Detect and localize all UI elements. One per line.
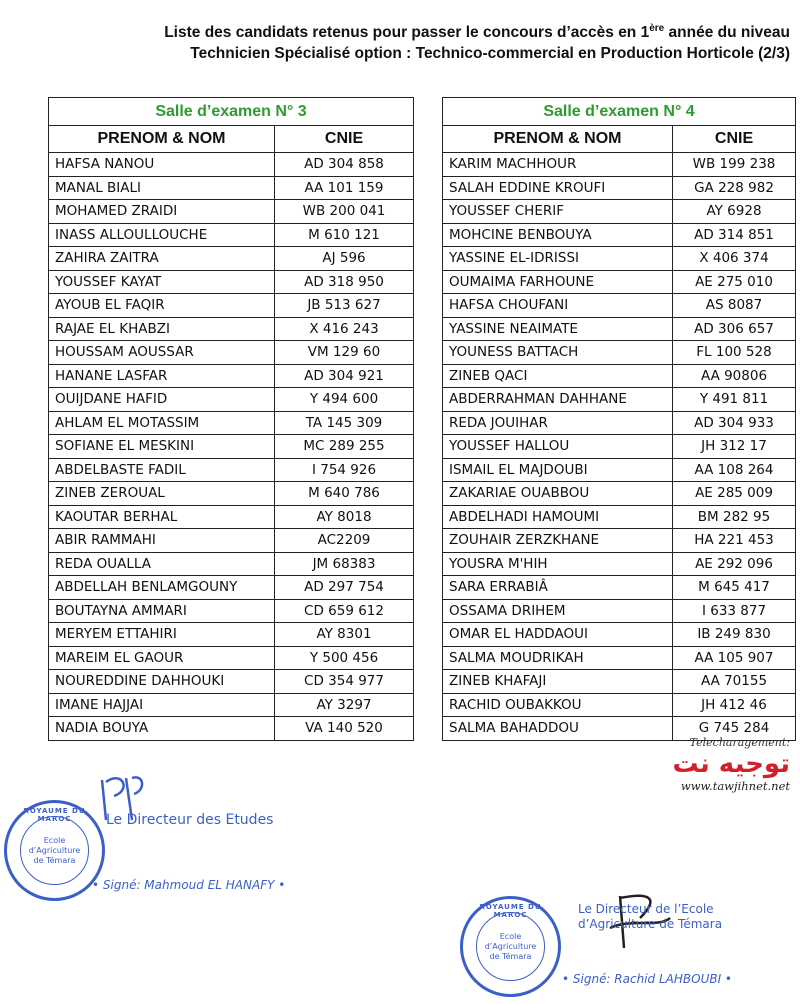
stamp-inner-ring: Ecole d’Agriculture de Témara xyxy=(476,912,545,981)
table-row xyxy=(49,529,414,553)
table-row xyxy=(49,717,414,741)
candidate-name: MOHCINE BENBOUYA xyxy=(443,223,673,247)
candidate-cnie: AY 8301 xyxy=(275,623,414,647)
table-row xyxy=(49,458,414,482)
table-row xyxy=(49,411,414,435)
table-row xyxy=(443,623,796,647)
candidate-name: HOUSSAM AOUSSAR xyxy=(49,341,275,365)
candidate-cnie: Y 500 456 xyxy=(275,646,414,670)
candidate-cnie: AD 297 754 xyxy=(275,576,414,600)
header-line-2: Technicien Spécialisé option : Technico-commercial en Production Horticole (2/3) xyxy=(190,45,790,63)
salle-4-title: Salle d’examen N° 4 xyxy=(443,98,796,126)
table-row xyxy=(443,576,796,600)
table-row xyxy=(49,223,414,247)
candidate-name: MANAL BIALI xyxy=(49,176,275,200)
candidate-cnie: AE 275 010 xyxy=(673,270,796,294)
table-row xyxy=(443,599,796,623)
candidate-cnie: X 406 374 xyxy=(673,247,796,271)
salle-4-rows xyxy=(443,153,796,741)
candidate-cnie: VA 140 520 xyxy=(275,717,414,741)
candidate-cnie: I 633 877 xyxy=(673,599,796,623)
candidate-cnie: BM 282 95 xyxy=(673,505,796,529)
table-row xyxy=(49,247,414,271)
table-row xyxy=(49,599,414,623)
candidate-name: HANANE LASFAR xyxy=(49,364,275,388)
table-row xyxy=(49,623,414,647)
candidate-cnie: Y 491 811 xyxy=(673,388,796,412)
candidate-name: ZAHIRA ZAITRA xyxy=(49,247,275,271)
table-row xyxy=(443,176,796,200)
school-director-signed: • Signé: Rachid LAHBOUBI • xyxy=(562,972,733,986)
candidate-cnie: AY 8018 xyxy=(275,505,414,529)
candidate-name: YOUSSEF HALLOU xyxy=(443,435,673,459)
table-row xyxy=(49,670,414,694)
table-row xyxy=(443,552,796,576)
candidate-cnie: AD 318 950 xyxy=(275,270,414,294)
table-row xyxy=(443,458,796,482)
document-header xyxy=(60,18,790,64)
candidate-name: RAJAE EL KHABZI xyxy=(49,317,275,341)
candidate-name: IMANE HAJJAI xyxy=(49,693,275,717)
watermark-url: www.tawjihnet.net xyxy=(680,779,790,793)
salle-3-name-header: PRENOM & NOM xyxy=(49,126,275,153)
candidate-name: SOFIANE EL MESKINI xyxy=(49,435,275,459)
candidate-name: ABDELLAH BENLAMGOUNY xyxy=(49,576,275,600)
candidate-name: ABDELHADI HAMOUMI xyxy=(443,505,673,529)
table-row xyxy=(443,693,796,717)
candidate-cnie: MC 289 255 xyxy=(275,435,414,459)
candidate-name: YASSINE NEAIMATE xyxy=(443,317,673,341)
candidate-name: ZINEB ZEROUAL xyxy=(49,482,275,506)
candidate-cnie: I 754 926 xyxy=(275,458,414,482)
salle-3-cnie-header: CNIE xyxy=(275,126,414,153)
table-row xyxy=(443,200,796,224)
stamp-top-text: ROYAUME DU MAROC xyxy=(23,807,86,823)
table-row xyxy=(443,435,796,459)
candidate-cnie: AA 105 907 xyxy=(673,646,796,670)
candidate-name: RACHID OUBAKKOU xyxy=(443,693,673,717)
table-row xyxy=(443,411,796,435)
table-row xyxy=(49,693,414,717)
candidate-name: YOUSSEF CHERIF xyxy=(443,200,673,224)
candidate-name: ZOUHAIR ZERZKHANE xyxy=(443,529,673,553)
candidate-name: OMAR EL HADDAOUI xyxy=(443,623,673,647)
candidate-cnie: M 610 121 xyxy=(275,223,414,247)
candidate-cnie: AY 3297 xyxy=(275,693,414,717)
table-row xyxy=(443,670,796,694)
candidate-name: AHLAM EL MOTASSIM xyxy=(49,411,275,435)
director-studies-signed: • Signé: Mahmoud EL HANAFY • xyxy=(92,878,286,892)
candidate-cnie: TA 145 309 xyxy=(275,411,414,435)
candidate-cnie: X 416 243 xyxy=(275,317,414,341)
table-row xyxy=(443,294,796,318)
candidate-cnie: FL 100 528 xyxy=(673,341,796,365)
candidate-name: KAOUTAR BERHAL xyxy=(49,505,275,529)
candidate-name: BOUTAYNA AMMARI xyxy=(49,599,275,623)
candidate-name: ABIR RAMMAHI xyxy=(49,529,275,553)
candidate-cnie: GA 228 982 xyxy=(673,176,796,200)
candidate-name: ZINEB KHAFAJI xyxy=(443,670,673,694)
candidate-cnie: AA 70155 xyxy=(673,670,796,694)
table-row xyxy=(443,646,796,670)
candidate-name: YOUSSEF KAYAT xyxy=(49,270,275,294)
candidate-cnie: AA 108 264 xyxy=(673,458,796,482)
stamp-inner-ring: Ecole d’Agriculture de Témara xyxy=(20,816,89,885)
table-row xyxy=(49,317,414,341)
candidate-cnie: AC2209 xyxy=(275,529,414,553)
table-row xyxy=(49,153,414,177)
candidate-cnie: AD 306 657 xyxy=(673,317,796,341)
candidate-name: ABDELBASTE FADIL xyxy=(49,458,275,482)
table-row xyxy=(49,482,414,506)
candidate-cnie: M 640 786 xyxy=(275,482,414,506)
candidate-name: SARA ERRABIÂ xyxy=(443,576,673,600)
candidate-name: ABDERRAHMAN DAHHANE xyxy=(443,388,673,412)
candidate-cnie: VM 129 60 xyxy=(275,341,414,365)
salle-4-table xyxy=(442,97,796,741)
candidate-name: YOUSRA M'HIH xyxy=(443,552,673,576)
candidate-cnie: AY 6928 xyxy=(673,200,796,224)
candidate-cnie: CD 659 612 xyxy=(275,599,414,623)
candidate-name: SALAH EDDINE KROUFI xyxy=(443,176,673,200)
table-row xyxy=(443,341,796,365)
candidate-cnie: AD 304 858 xyxy=(275,153,414,177)
candidate-name: INASS ALLOULLOUCHE xyxy=(49,223,275,247)
header-superscript: ère xyxy=(649,23,665,34)
table-row xyxy=(49,294,414,318)
candidate-name: ZINEB QACI xyxy=(443,364,673,388)
candidate-cnie: WB 199 238 xyxy=(673,153,796,177)
table-row xyxy=(443,505,796,529)
tawjihnet-logo: توجيه نت xyxy=(672,749,790,779)
candidate-cnie: AS 8087 xyxy=(673,294,796,318)
candidate-name: YASSINE EL-IDRISSI xyxy=(443,247,673,271)
candidate-cnie: AA 101 159 xyxy=(275,176,414,200)
table-row xyxy=(443,388,796,412)
candidate-name: REDA JOUIHAR xyxy=(443,411,673,435)
candidate-name: OUIJDANE HAFID xyxy=(49,388,275,412)
header-line-1: Liste des candidats retenus pour passer le concours d’accès en 1ère année du niveau xyxy=(164,23,790,42)
table-row xyxy=(443,270,796,294)
candidate-cnie: JH 412 46 xyxy=(673,693,796,717)
candidate-name: MOHAMED ZRAIDI xyxy=(49,200,275,224)
candidate-cnie: HA 221 453 xyxy=(673,529,796,553)
table-row xyxy=(49,388,414,412)
candidate-name: YOUNESS BATTACH xyxy=(443,341,673,365)
school-stamp-right xyxy=(460,896,561,997)
candidate-name: ISMAIL EL MAJDOUBI xyxy=(443,458,673,482)
school-stamp-left xyxy=(4,800,105,901)
candidate-name: OSSAMA DRIHEM xyxy=(443,599,673,623)
candidate-name: MAREIM EL GAOUR xyxy=(49,646,275,670)
candidate-cnie: Y 494 600 xyxy=(275,388,414,412)
table-row xyxy=(443,153,796,177)
table-row xyxy=(49,552,414,576)
candidate-cnie: JB 513 627 xyxy=(275,294,414,318)
table-row xyxy=(49,435,414,459)
candidate-name: NADIA BOUYA xyxy=(49,717,275,741)
table-row xyxy=(443,529,796,553)
candidate-name: AYOUB EL FAQIR xyxy=(49,294,275,318)
candidate-name: MERYEM ETTAHIRI xyxy=(49,623,275,647)
candidate-cnie: AE 292 096 xyxy=(673,552,796,576)
candidate-name: NOUREDDINE DAHHOUKI xyxy=(49,670,275,694)
table-row xyxy=(443,247,796,271)
stamp-top-text: ROYAUME DU MAROC xyxy=(479,903,542,919)
school-director-title: Le Directeur de l’Ecole d’Agriculture de Témara xyxy=(578,902,723,931)
candidate-cnie: G 745 284 xyxy=(673,717,796,741)
table-row xyxy=(49,200,414,224)
candidate-cnie: JH 312 17 xyxy=(673,435,796,459)
table-row xyxy=(443,223,796,247)
candidate-cnie: AA 90806 xyxy=(673,364,796,388)
candidate-name: OUMAIMA FARHOUNE xyxy=(443,270,673,294)
candidate-cnie: AJ 596 xyxy=(275,247,414,271)
candidate-cnie: CD 354 977 xyxy=(275,670,414,694)
salle-3-table xyxy=(48,97,414,741)
candidate-name: SALMA MOUDRIKAH xyxy=(443,646,673,670)
candidate-name: KARIM MACHHOUR xyxy=(443,153,673,177)
candidate-cnie: JM 68383 xyxy=(275,552,414,576)
table-row xyxy=(49,505,414,529)
candidate-name: SALMA BAHADDOU xyxy=(443,717,673,741)
table-row xyxy=(49,576,414,600)
candidate-cnie: WB 200 041 xyxy=(275,200,414,224)
table-row xyxy=(443,482,796,506)
candidate-name: HAFSA CHOUFANI xyxy=(443,294,673,318)
candidate-cnie: M 645 417 xyxy=(673,576,796,600)
table-row xyxy=(443,364,796,388)
candidate-cnie: AD 304 921 xyxy=(275,364,414,388)
salle-3-rows xyxy=(49,153,414,741)
candidate-name: REDA OUALLA xyxy=(49,552,275,576)
salle-4-name-header: PRENOM & NOM xyxy=(443,126,673,153)
watermark-label: Telecharagement: xyxy=(689,736,790,749)
table-row xyxy=(49,364,414,388)
candidate-cnie: AD 314 851 xyxy=(673,223,796,247)
salle-4-cnie-header: CNIE xyxy=(673,126,796,153)
table-row xyxy=(49,341,414,365)
candidate-cnie: IB 249 830 xyxy=(673,623,796,647)
candidate-name: ZAKARIAE OUABBOU xyxy=(443,482,673,506)
director-studies-title: Le Directeur des Etudes xyxy=(106,812,274,828)
candidate-cnie: AD 304 933 xyxy=(673,411,796,435)
candidate-cnie: AE 285 009 xyxy=(673,482,796,506)
table-row xyxy=(49,270,414,294)
table-row xyxy=(49,646,414,670)
table-row xyxy=(443,317,796,341)
salle-3-title: Salle d’examen N° 3 xyxy=(49,98,414,126)
candidate-name: HAFSA NANOU xyxy=(49,153,275,177)
table-row xyxy=(49,176,414,200)
tawjihnet-watermark xyxy=(600,736,790,793)
